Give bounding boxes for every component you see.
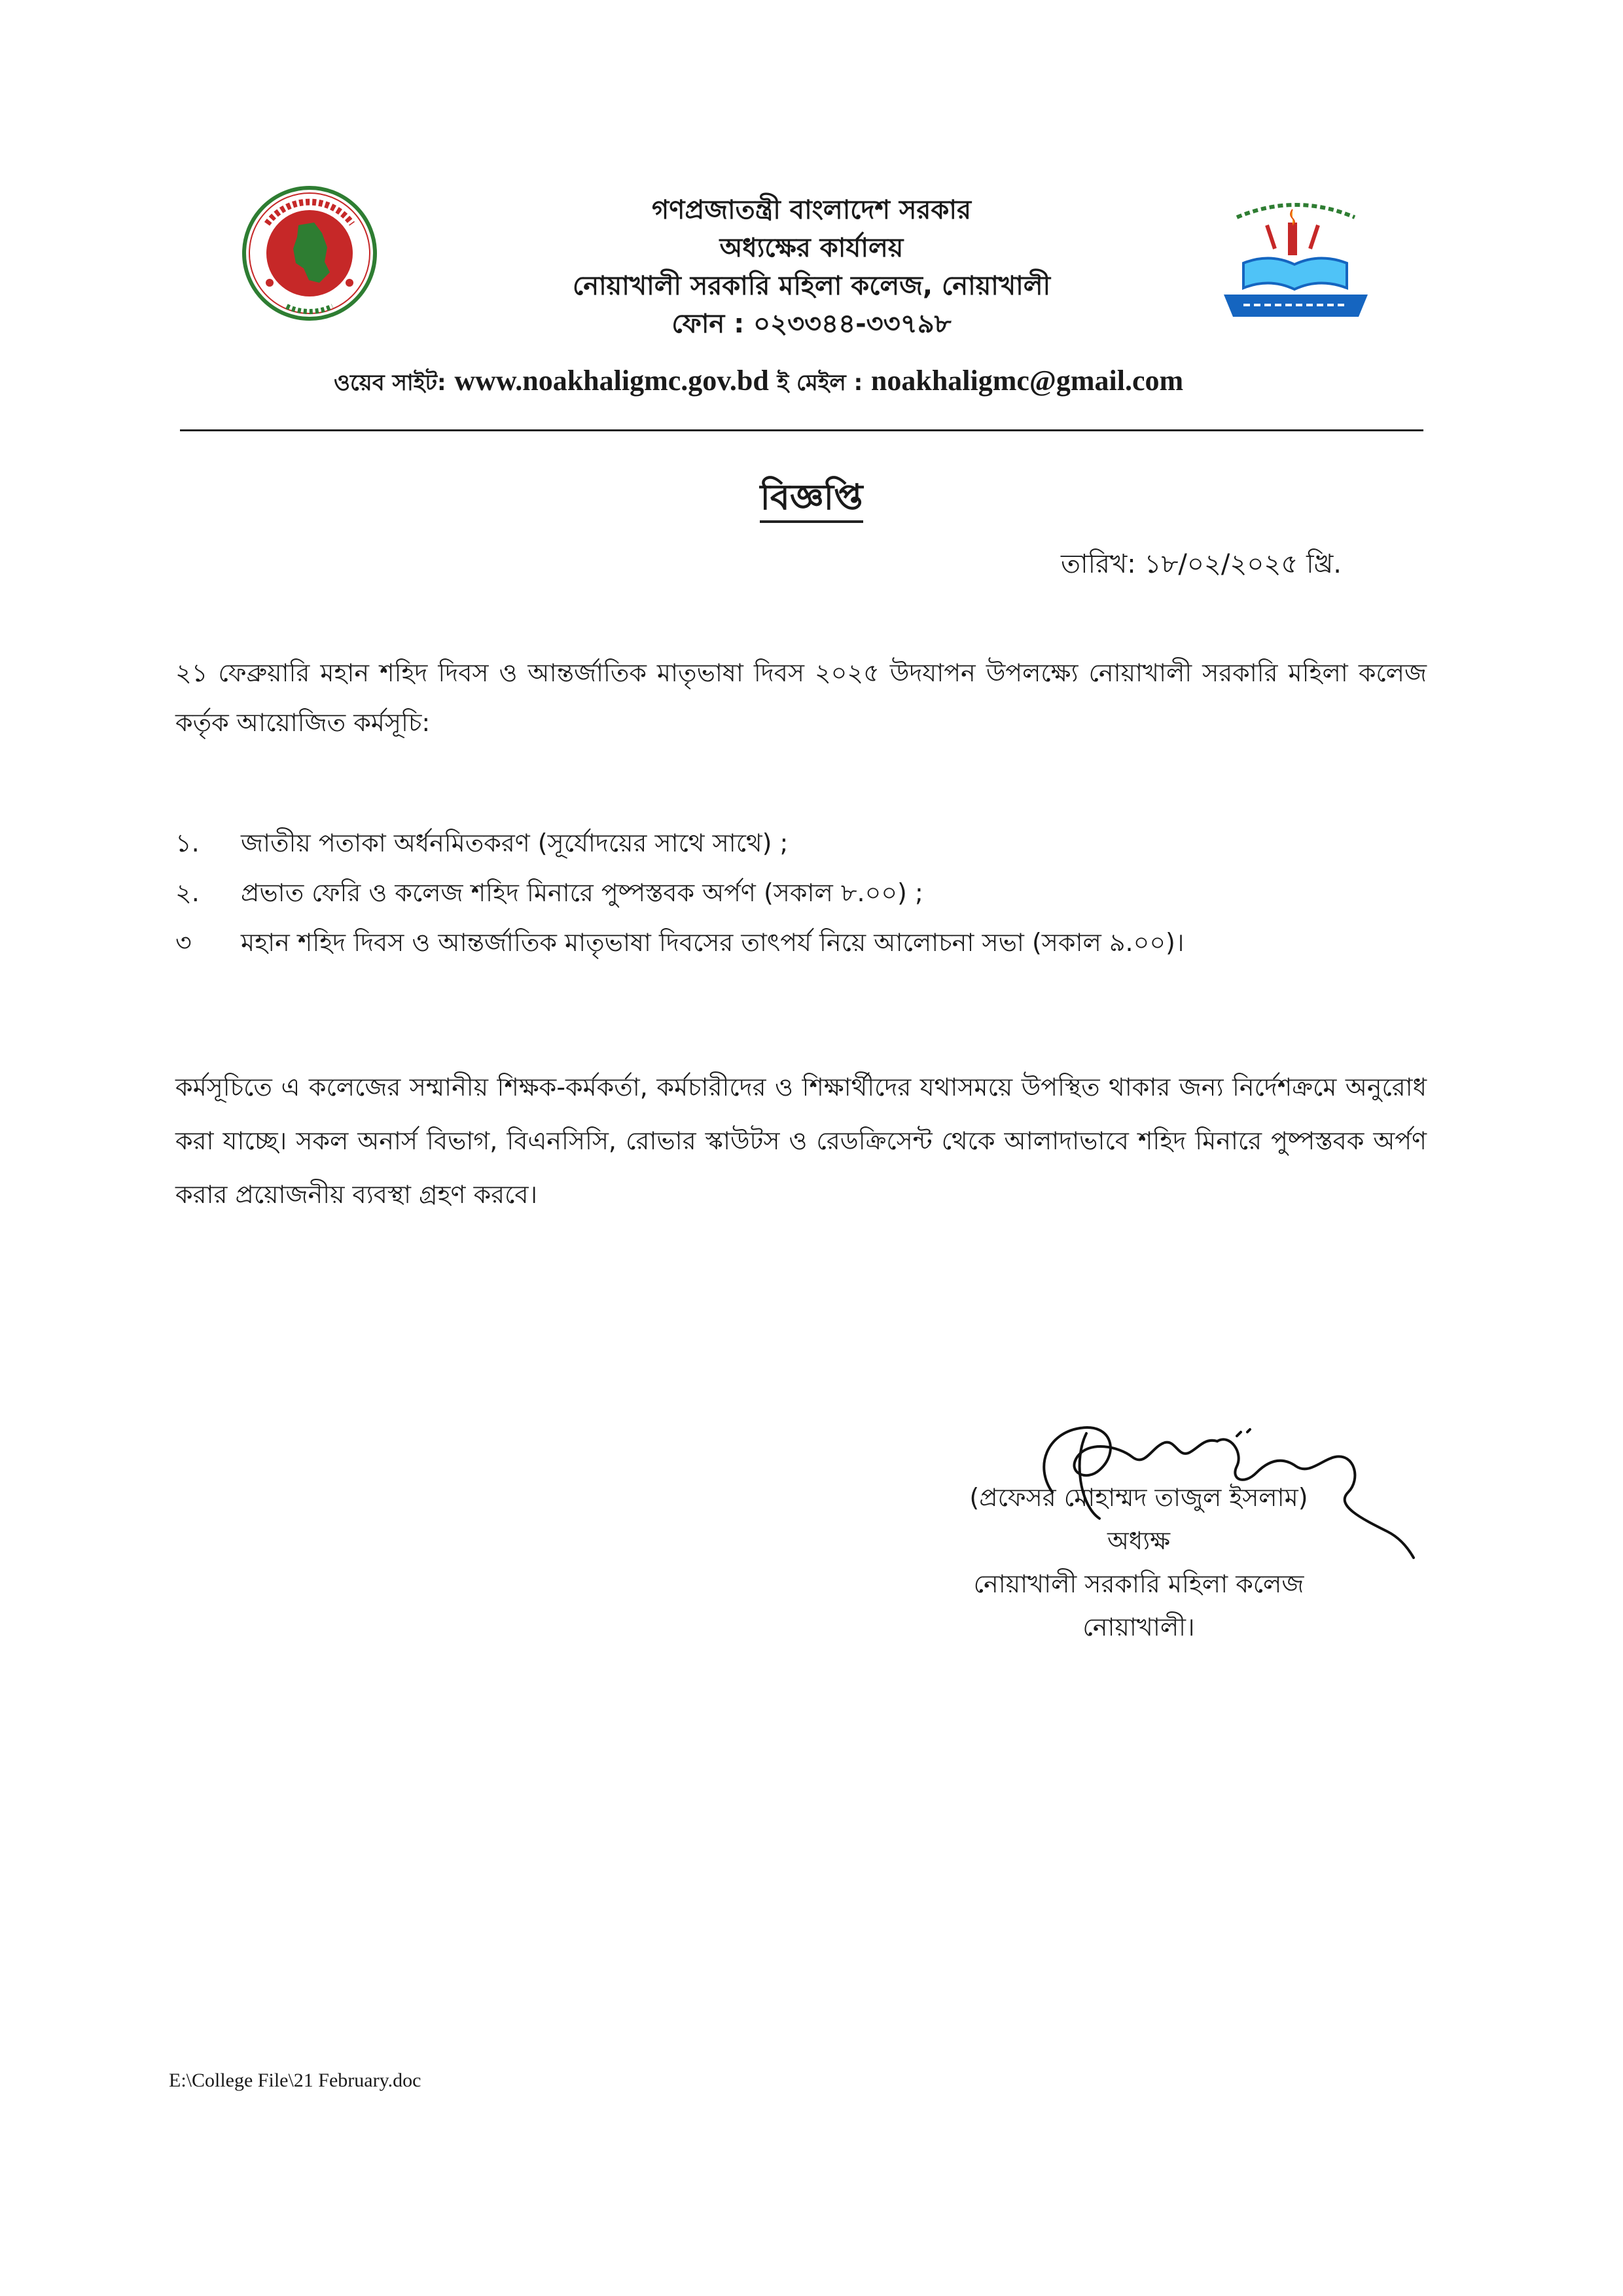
list-item <box>175 868 1427 918</box>
signatory-institution: নোয়াখালী সরকারি মহিলা কলেজ <box>973 1570 1304 1598</box>
govt-name: গণপ্রজাতন্ত্রী বাংলাদেশ সরকার <box>652 195 971 225</box>
notice-title-text: বিজ্ঞপ্তি <box>760 476 863 523</box>
email-label: ই মেইল : <box>777 370 863 396</box>
notice-paragraph: কর্মসূচিতে এ কলেজের সম্মানীয় শিক্ষক-কর্মকর্তা, কর্মচারীদের ও শিক্ষার্থীদের যথাসময়ে উপস্থিত থাকার জন্য নির্দেশক্রমে অনুরোধ করা যাচ্ছে। সকল অনার্স বিভাগ, বিএনসিসি, রোভার স্কাউটস ও রেডক্রিসেন্ট থেকে আলাদাভাবে শহিদ মিনারে পুষ্পস্তবক অর্পণ করার প্রয়োজনীয় ব্যবস্থা গ্রহণ করবে। <box>175 1073 1427 1209</box>
notice-date: তারিখ: ১৮/০২/২০২৫ খ্রি. <box>1060 549 1342 579</box>
website-link[interactable]: www.noakhaligmc.gov.bd <box>454 365 769 397</box>
letterhead <box>262 191 1361 343</box>
signatory-location: নোয়াখালী। <box>1082 1613 1195 1641</box>
signatory-name: (প্রফেসর মোহাম্মদ তাজুল ইসলাম) <box>969 1483 1308 1512</box>
list-item <box>175 918 1427 967</box>
phone-number: ফোন : ০২৩৩৪৪-৩৩৭৯৮ <box>671 309 952 339</box>
header-divider <box>180 429 1423 431</box>
list-item-text: জাতীয় পতাকা অর্ধনমিতকরণ (সূর্যোদয়ের সাথে সাথে) ; <box>241 829 789 857</box>
handwritten-signature-icon <box>1021 1394 1427 1564</box>
list-item-number: ২. <box>175 878 200 907</box>
notice-intro: ২১ ফেব্রুয়ারি মহান শহিদ দিবস ও আন্তর্জাতিক মাতৃভাষা দিবস ২০২৫ উদযাপন উপলক্ষ্যে নোয়াখালী সরকারি মহিলা কলেজ কর্তৃক আয়োজিত কর্মসূচি: <box>175 658 1427 737</box>
program-list <box>175 818 1427 967</box>
email-link[interactable]: noakhaligmc@gmail.com <box>870 365 1184 397</box>
website-label: ওয়েব সাইট: <box>334 370 446 396</box>
signatory-designation: অধ্যক্ষ <box>1107 1526 1170 1555</box>
contact-line <box>334 364 1315 403</box>
list-item-number: ১. <box>175 829 200 857</box>
list-item-text: মহান শহিদ দিবস ও আন্তর্জাতিক মাতৃভাষা দিবসের তাৎপর্য নিয়ে আলোচনা সভা (সকাল ৯.০০)। <box>241 928 1185 957</box>
office-name: অধ্যক্ষের কার্যালয় <box>719 233 904 263</box>
file-path: E:\College File\21 February.doc <box>169 2070 421 2091</box>
list-item <box>175 818 1427 868</box>
list-item-text: প্রভাত ফেরি ও কলেজ শহিদ মিনারে পুষ্পস্তবক অর্পণ (সকাল ৮.০০) ; <box>241 878 923 907</box>
list-item-number: ৩ <box>175 928 192 957</box>
college-name: নোয়াখালী সরকারি মহিলা কলেজ, নোয়াখালী <box>572 271 1051 301</box>
notice-title <box>0 470 1623 529</box>
